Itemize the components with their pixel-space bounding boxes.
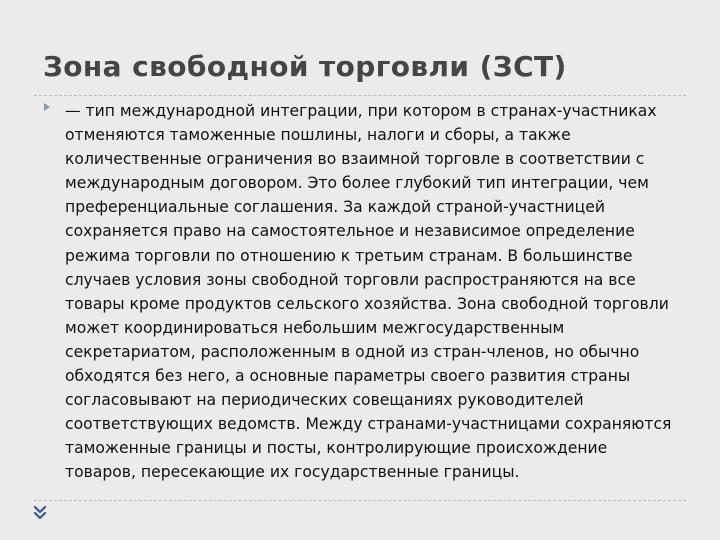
- text-line: таможенные границы и посты, контролирующие происхождение: [65, 439, 608, 458]
- text-line: товары кроме продуктов сельского хозяйства. Зона свободной торговли: [65, 294, 669, 313]
- text-line: преференциальные соглашения. За каждой страной-участницей: [65, 198, 606, 217]
- text-line: может координироваться небольшим межгосударственным: [65, 318, 565, 337]
- title-divider: [34, 95, 686, 96]
- bullet-text: [65, 99, 690, 485]
- triangle-bullet-icon: [44, 103, 50, 111]
- text-line: международным договором. Это более глубокий тип интеграции, чем: [65, 174, 649, 193]
- text-line: согласовывают на периодических совещаниях руководителей: [65, 391, 584, 410]
- text-line: секретариатом, расположенным в одной из стран-членов, но обычно: [65, 342, 640, 361]
- text-line: количественные ограничения во взаимной торговле в соответствии с: [65, 150, 645, 169]
- text-line: режима торговли по отношению к третьим странам. В большинстве: [65, 246, 633, 265]
- text-line: сохраняется право на самостоятельное и независимое определение: [65, 222, 635, 241]
- text-line: отменяются таможенные пошлины, налоги и сборы, а также: [65, 126, 571, 145]
- chevron-down-icon[interactable]: [33, 504, 47, 520]
- footer-divider: [34, 500, 686, 501]
- text-line: — тип международной интеграции, при котором в странах-участниках: [65, 102, 657, 120]
- text-line: соответствующих ведомств. Между странами-участницами сохраняются: [65, 415, 672, 434]
- text-line: товаров, пересекающие их государственные границы.: [65, 463, 520, 482]
- slide-title: Зона свободной торговли (ЗСТ): [43, 50, 567, 83]
- text-line: случаев условия зоны свободной торговли распространяются на все: [65, 270, 636, 289]
- text-line: обходятся без него, а основные параметры своего развития страны: [65, 367, 631, 386]
